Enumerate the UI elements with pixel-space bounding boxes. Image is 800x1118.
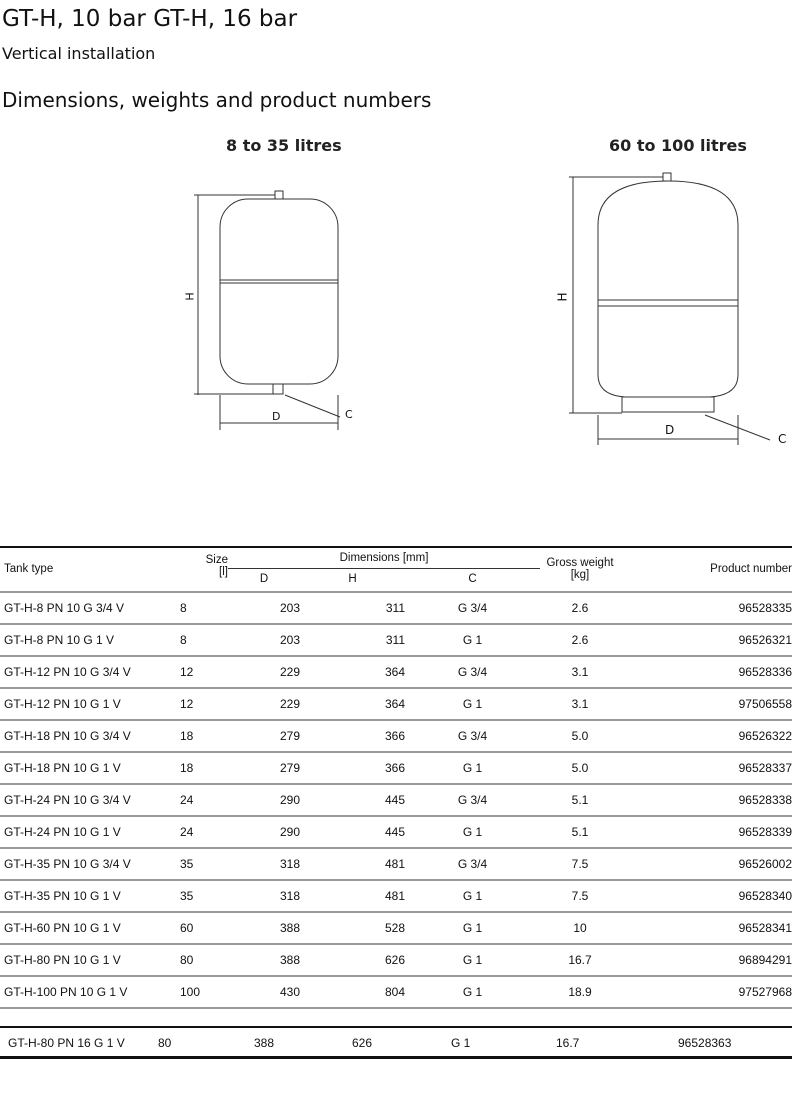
- cell-weight: 5.1: [540, 784, 620, 816]
- cell-c: G 1: [405, 944, 540, 976]
- cell-tank-type: GT-H-8 PN 10 G 3/4 V: [0, 592, 178, 624]
- cell-product-number: 96528336: [620, 656, 792, 688]
- cell-size: 18: [178, 720, 228, 752]
- col-tank-type: Tank type: [4, 562, 54, 575]
- cell-size: 24: [178, 784, 228, 816]
- cell-size: 100: [178, 976, 228, 1008]
- cell-size: 80: [178, 944, 228, 976]
- pn16-row: [0, 1026, 792, 1059]
- cell-d: 279: [228, 720, 300, 752]
- col-d: D: [259, 573, 269, 585]
- table-row: [0, 624, 792, 656]
- cell-d: 388: [254, 1036, 275, 1050]
- cell-d: 290: [228, 784, 300, 816]
- c-label: C: [345, 408, 353, 421]
- small-tank-caption: 8 to 35 litres: [226, 136, 342, 155]
- cell-product-number: 96526322: [620, 720, 792, 752]
- col-c: C: [468, 573, 477, 585]
- table-row: [0, 784, 792, 816]
- cell-h: 311: [300, 592, 405, 624]
- h-label: H: [183, 292, 197, 301]
- cell-d: 279: [228, 752, 300, 784]
- cell-d: 203: [228, 624, 300, 656]
- cell-product-number: 96526002: [620, 848, 792, 880]
- cell-product-number: 96528340: [620, 880, 792, 912]
- cell-weight: 16.7: [540, 944, 620, 976]
- cell-size: 60: [178, 912, 228, 944]
- cell-d: 229: [228, 688, 300, 720]
- cell-tank-type: GT-H-18 PN 10 G 1 V: [0, 752, 178, 784]
- cell-h: 364: [300, 688, 405, 720]
- cell-h: 366: [300, 720, 405, 752]
- cell-weight: 16.7: [556, 1036, 580, 1050]
- cell-c: G 3/4: [405, 784, 540, 816]
- cell-size: 35: [178, 880, 228, 912]
- cell-d: 318: [228, 848, 300, 880]
- col-size: [178, 547, 228, 589]
- cell-product-number: 96526321: [620, 624, 792, 656]
- cell-d: 290: [228, 816, 300, 848]
- table-row: [0, 912, 792, 944]
- cell-size: 80: [158, 1036, 172, 1050]
- cell-d: 203: [228, 592, 300, 624]
- subtitle: Vertical installation: [2, 44, 156, 63]
- cell-product-number: 97527968: [620, 976, 792, 1008]
- large-tank-caption: 60 to 100 litres: [609, 136, 747, 155]
- cell-weight: 7.5: [540, 848, 620, 880]
- cell-tank-type: GT-H-100 PN 10 G 1 V: [0, 976, 178, 1008]
- cell-size: 35: [178, 848, 228, 880]
- cell-size: 8: [178, 592, 228, 624]
- cell-h: 626: [352, 1036, 373, 1050]
- cell-weight: 5.1: [540, 816, 620, 848]
- cell-c: G 1: [405, 752, 540, 784]
- cell-c: G 3/4: [405, 592, 540, 624]
- small-tank-drawing: [180, 185, 360, 435]
- table-row: [0, 816, 792, 848]
- cell-c: G 1: [405, 688, 540, 720]
- cell-weight: 5.0: [540, 752, 620, 784]
- table-row: [0, 592, 792, 624]
- cell-product-number: 96528337: [620, 752, 792, 784]
- cell-tank-type: GT-H-35 PN 10 G 3/4 V: [0, 848, 178, 880]
- cell-tank-type: GT-H-24 PN 10 G 3/4 V: [0, 784, 178, 816]
- cell-tank-type: GT-H-80 PN 16 G 1 V: [8, 1036, 125, 1050]
- cell-size: 12: [178, 688, 228, 720]
- cell-c: G 1: [405, 816, 540, 848]
- h-label: H: [555, 292, 570, 302]
- cell-h: 481: [300, 880, 405, 912]
- cell-h: 445: [300, 784, 405, 816]
- size-header: Size: [205, 554, 228, 566]
- cell-product-number: 96894291: [620, 944, 792, 976]
- size-unit: [l]: [219, 566, 228, 578]
- section-heading: Dimensions, weights and product numbers: [2, 88, 432, 112]
- c-label: C: [778, 432, 787, 446]
- cell-size: 18: [178, 752, 228, 784]
- cell-product-number: 97506558: [620, 688, 792, 720]
- table-row: [0, 752, 792, 784]
- table-row: [0, 944, 792, 976]
- cell-size: 12: [178, 656, 228, 688]
- cell-d: 229: [228, 656, 300, 688]
- cell-weight: 2.6: [540, 592, 620, 624]
- cell-weight: 3.1: [540, 656, 620, 688]
- d-label: D: [665, 423, 675, 437]
- cell-weight: 3.1: [540, 688, 620, 720]
- cell-c: G 3/4: [405, 656, 540, 688]
- cell-h: 366: [300, 752, 405, 784]
- weight-header: Gross weight: [546, 556, 614, 569]
- cell-size: 24: [178, 816, 228, 848]
- cell-weight: 18.9: [540, 976, 620, 1008]
- cell-weight: 5.0: [540, 720, 620, 752]
- cell-h: 481: [300, 848, 405, 880]
- cell-tank-type: GT-H-12 PN 10 G 3/4 V: [0, 656, 178, 688]
- cell-h: 528: [300, 912, 405, 944]
- cell-tank-type: GT-H-12 PN 10 G 1 V: [0, 688, 178, 720]
- table-row: [0, 976, 792, 1008]
- cell-product-number: 96528338: [620, 784, 792, 816]
- cell-tank-type: GT-H-60 PN 10 G 1 V: [0, 912, 178, 944]
- table-row: [0, 656, 792, 688]
- cell-d: 430: [228, 976, 300, 1008]
- cell-c: G 1: [405, 880, 540, 912]
- cell-weight: 10: [540, 912, 620, 944]
- cell-c: G 1: [405, 624, 540, 656]
- table-row: [0, 880, 792, 912]
- col-dimensions: Dimensions [mm]: [228, 547, 540, 569]
- col-h: H: [348, 573, 357, 585]
- cell-c: G 1: [405, 912, 540, 944]
- cell-c: G 1: [405, 976, 540, 1008]
- large-tank-drawing: [555, 165, 795, 455]
- weight-unit: [kg]: [570, 568, 590, 581]
- table-row: [0, 688, 792, 720]
- cell-c: G 1: [451, 1036, 471, 1050]
- cell-d: 388: [228, 912, 300, 944]
- cell-product-number: 96528341: [620, 912, 792, 944]
- cell-c: G 3/4: [405, 848, 540, 880]
- cell-weight: 7.5: [540, 880, 620, 912]
- cell-tank-type: GT-H-80 PN 10 G 1 V: [0, 944, 178, 976]
- cell-product-number: 96528363: [678, 1036, 732, 1050]
- col-product-number: Product number: [710, 562, 792, 575]
- cell-d: 318: [228, 880, 300, 912]
- page-title: GT-H, 10 bar GT-H, 16 bar: [2, 6, 298, 32]
- cell-product-number: 96528335: [620, 592, 792, 624]
- cell-size: 8: [178, 624, 228, 656]
- cell-tank-type: GT-H-18 PN 10 G 3/4 V: [0, 720, 178, 752]
- cell-weight: 2.6: [540, 624, 620, 656]
- cell-h: 626: [300, 944, 405, 976]
- cell-tank-type: GT-H-8 PN 10 G 1 V: [0, 624, 178, 656]
- cell-product-number: 96528339: [620, 816, 792, 848]
- cell-tank-type: GT-H-24 PN 10 G 1 V: [0, 816, 178, 848]
- cell-c: G 3/4: [405, 720, 540, 752]
- cell-d: 388: [228, 944, 300, 976]
- cell-h: 445: [300, 816, 405, 848]
- cell-h: 364: [300, 656, 405, 688]
- cell-h: 311: [300, 624, 405, 656]
- cell-h: 804: [300, 976, 405, 1008]
- d-label: D: [272, 410, 281, 423]
- col-weight: [540, 547, 620, 589]
- dimensions-table: [0, 546, 792, 1009]
- table-row: [0, 720, 792, 752]
- table-row: [0, 848, 792, 880]
- cell-tank-type: GT-H-35 PN 10 G 1 V: [0, 880, 178, 912]
